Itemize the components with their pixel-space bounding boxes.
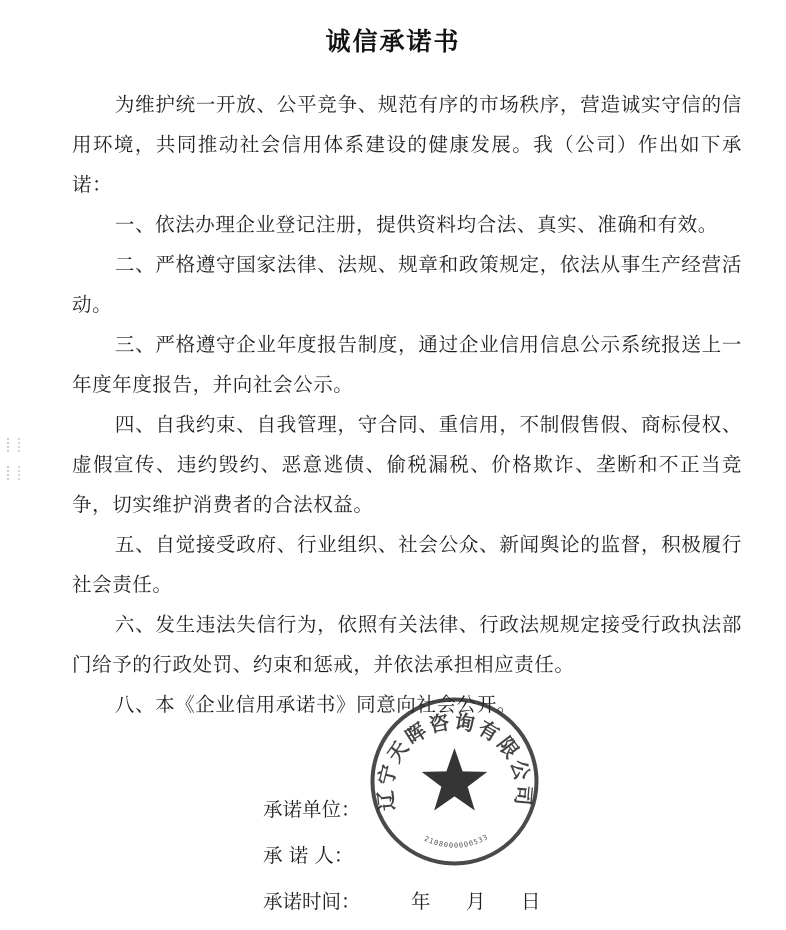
signature-person-row (263, 838, 375, 884)
date-day-label: 日 (521, 890, 541, 913)
signature-unit-label: 承诺单位： (263, 798, 361, 821)
commitment-item-6: 六、发生违法失信行为，依照有关法律、行政法规规定接受行政执法部门给予的行政处罚、约束和惩戒，并依法承担相应责任。 (72, 613, 742, 676)
company-seal (367, 694, 542, 869)
svg-text:2108000000533 (423, 833, 490, 850)
commitment-item-4: 四、自我约束、自我管理，守合同、重信用，不制假售假、商标侵权、虚假宣传、违约毁约、恶意逃债、偷税漏税、价格欺诈、垄断和不正当竞争，切实维护消费者的合法权益。 (72, 413, 742, 516)
date-month-label: 月 (466, 890, 486, 913)
binding-margin-marks (2, 436, 26, 486)
seal-company-name: 辽宁天晖咨询有限公司 (372, 709, 537, 812)
date-year-label: 年 (411, 890, 431, 913)
page-title: 诚信承诺书 (325, 27, 461, 56)
signature-time-row (263, 884, 541, 930)
intro-paragraph: 为维护统一开放、公平竞争、规范有序的市场秩序，营造诚实守信的信用环境，共同推动社会信用体系建设的健康发展。我（公司）作出如下承诺： (72, 93, 742, 196)
signature-unit-row (263, 792, 375, 838)
commitment-item-5: 五、自觉接受政府、行业组织、社会公众、新闻舆论的监督，积极履行社会责任。 (72, 533, 742, 596)
signature-person-label: 承 诺 人： (263, 844, 354, 867)
commitment-item-1: 一、依法办理企业登记注册，提供资料均合法、真实、准确和有效。 (114, 213, 718, 236)
commitment-item-3: 三、严格遵守企业年度报告制度，通过企业信用信息公示系统报送上一年度年度报告，并向社会公示。 (72, 333, 742, 396)
seal-star-icon (422, 748, 488, 811)
signature-time-label: 承诺时间： (263, 890, 361, 913)
commitment-item-2: 二、严格遵守国家法律、法规、规章和政策规定，依法从事生产经营活动。 (72, 253, 742, 316)
commitment-item-8: 八、本《企业信用承诺书》同意向社会公开。 (114, 693, 517, 716)
letter-body (72, 85, 742, 725)
seal-code: 2108000000533 (422, 832, 490, 850)
